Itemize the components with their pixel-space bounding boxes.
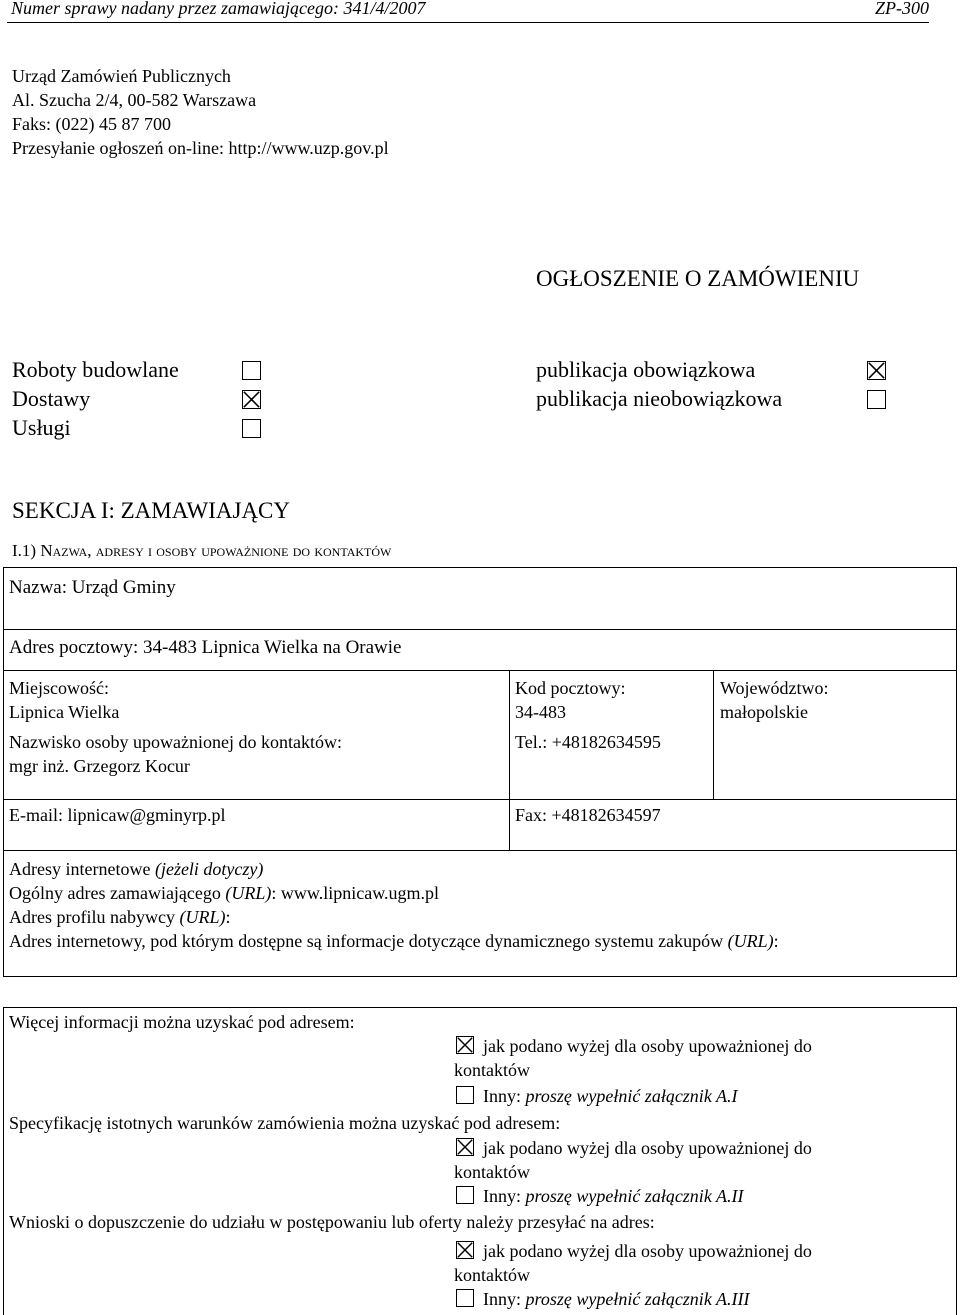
city-label: Miejscowość:	[9, 678, 109, 698]
subsection-caption: Nazwa, adresy i osoby upoważnione do kontaktów	[40, 541, 392, 560]
order-type-label: Roboty budowlane	[12, 357, 179, 382]
url-tag: (URL)	[727, 931, 774, 951]
order-type-checkbox[interactable]	[242, 419, 261, 438]
region-value: małopolskie	[720, 702, 808, 722]
option-checkbox[interactable]	[456, 1186, 474, 1204]
general-url-label: Ogólny adres zamawiającego	[9, 883, 221, 903]
option-same-label-cont: kontaktów	[454, 1060, 530, 1080]
contact-address: Adres pocztowy: 34-483 Lipnica Wielka na Orawie	[9, 637, 402, 658]
option-checkbox[interactable]	[456, 1086, 474, 1104]
zip-label: Kod pocztowy:	[515, 678, 626, 698]
order-type-label: Dostawy	[12, 386, 91, 411]
page-header	[7, 0, 929, 23]
option-other-label	[483, 1287, 749, 1311]
city-value: Lipnica Wielka	[9, 702, 120, 722]
option-same-label-cont: kontaktów	[454, 1265, 530, 1285]
page-title: OGŁOSZENIE O ZAMÓWIENIU	[536, 266, 860, 291]
option-other-note: proszę wypełnić załącznik A.II	[525, 1186, 744, 1206]
option-checkbox[interactable]	[456, 1289, 474, 1307]
option-checkbox[interactable]	[456, 1138, 474, 1156]
divider	[3, 629, 957, 630]
url-tag: (URL)	[179, 907, 226, 927]
divider	[3, 799, 957, 800]
order-type-label: Usługi	[12, 415, 71, 440]
email-value: E-mail: lipnicaw@gminyrp.pl	[9, 805, 226, 825]
option-other-label	[483, 1184, 743, 1208]
order-type-checkbox[interactable]	[242, 361, 261, 380]
zip-value: 34-483	[515, 702, 566, 722]
office-street: Al. Szucha 2/4, 00-582 Warszawa	[12, 90, 257, 110]
form-code: ZP-300	[875, 0, 929, 18]
dynamic-url-label: Adres internetowy, pod którym dostępne są informacje dotyczące dynamicznego systemu zakupów	[9, 931, 724, 951]
option-same-label: jak podano wyżej dla osoby upoważnionej do	[483, 1241, 812, 1261]
subsection-title	[12, 541, 391, 561]
publication-label: publikacja obowiązkowa	[536, 357, 756, 382]
colon: :	[225, 907, 231, 927]
office-name: Urząd Zamówień Publicznych	[12, 66, 231, 86]
divider	[3, 850, 957, 851]
divider	[713, 670, 714, 799]
profile-url-label: Adres profilu nabywcy	[9, 907, 175, 927]
publication-checkbox[interactable]	[867, 390, 886, 409]
internet-heading-note: (jeżeli dotyczy)	[154, 859, 264, 879]
contact-person-label: Nazwisko osoby upoważnionej do kontaktów:	[9, 732, 342, 752]
option-other-prefix: Inny:	[483, 1086, 526, 1106]
option-same-label: jak podano wyżej dla osoby upoważnionej do	[483, 1138, 812, 1158]
more-info-label: Więcej informacji można uzyskać pod adresem:	[9, 1012, 355, 1032]
office-fax: Faks: (022) 45 87 700	[12, 114, 171, 134]
fax-value: Fax: +48182634597	[515, 805, 661, 825]
option-other-note: proszę wypełnić załącznik A.III	[525, 1289, 750, 1309]
divider	[509, 670, 510, 850]
subsection-prefix: I.1)	[12, 541, 41, 560]
option-same-label-cont: kontaktów	[454, 1162, 530, 1182]
applications-label: Wnioski o dopuszczenie do udziału w postępowaniu lub oferty należy przesyłać na adres:	[9, 1212, 655, 1232]
dynamic-url-line	[9, 929, 779, 953]
profile-url-line	[9, 905, 230, 929]
internet-heading-text: Adresy internetowe	[9, 859, 151, 879]
option-checkbox[interactable]	[456, 1036, 474, 1054]
option-other-note: proszę wypełnić załącznik A.I	[525, 1086, 738, 1106]
case-number: Numer sprawy nadany przez zamawiającego: 341/4/2007	[11, 0, 426, 18]
order-type-checkbox[interactable]	[242, 390, 261, 409]
contact-name: Nazwa: Urząd Gminy	[9, 577, 176, 598]
office-online: Przesyłanie ogłoszeń on-line: http://www.uzp.gov.pl	[12, 138, 389, 158]
option-other-prefix: Inny:	[483, 1289, 526, 1309]
phone-value: Tel.: +48182634595	[515, 732, 661, 752]
colon: :	[773, 931, 779, 951]
general-url-line	[9, 881, 439, 905]
office-address	[12, 64, 389, 160]
publication-label: publikacja nieobowiązkowa	[536, 386, 783, 411]
url-tag: (URL)	[225, 883, 272, 903]
general-url-value: : www.lipnicaw.ugm.pl	[271, 883, 440, 903]
internet-heading	[9, 857, 263, 881]
specification-label: Specyfikację istotnych warunków zamówienia można uzyskać pod adresem:	[9, 1113, 561, 1133]
option-same-label: jak podano wyżej dla osoby upoważnionej do	[483, 1036, 812, 1056]
section-title: SEKCJA I: ZAMAWIAJĄCY	[12, 498, 290, 523]
publication-checkbox[interactable]	[867, 361, 886, 380]
divider	[3, 670, 957, 671]
contact-person-value: mgr inż. Grzegorz Kocur	[9, 756, 190, 776]
option-other-prefix: Inny:	[483, 1186, 526, 1206]
region-label: Województwo:	[720, 678, 829, 698]
option-other-label	[483, 1084, 737, 1108]
option-checkbox[interactable]	[456, 1241, 474, 1259]
